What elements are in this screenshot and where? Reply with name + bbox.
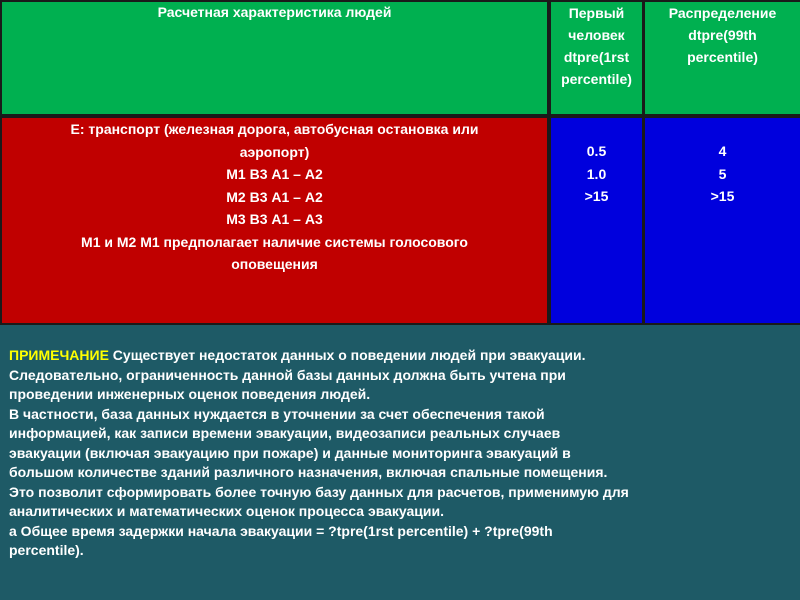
header-characteristic-label: Расчетная характеристика людей	[157, 4, 392, 20]
header-first-person-line: Первый	[568, 5, 625, 21]
row-characteristic-line: оповещения	[231, 256, 318, 272]
row-distribution-value: 5	[718, 165, 727, 182]
row-characteristic-line: М1 и М2 М1 предполагает наличие системы голосового	[81, 233, 468, 250]
note-first-line-text: Существует недостаток данных о поведении людей при эвакуации.	[108, 347, 586, 363]
row-characteristic-line: Е: транспорт (железная дорога, автобусная остановка или	[70, 121, 479, 137]
note-line: эвакуации (включая эвакуацию при пожаре) и данные мониторинга эвакуаций в	[9, 444, 571, 461]
row-characteristic-line: аэропорт)	[239, 143, 310, 160]
note-line: большом количестве зданий различного назначения, включая спальные помещения.	[9, 464, 608, 480]
row-first-person-value: 0.5	[586, 143, 607, 159]
header-distribution-line: percentile)	[687, 49, 758, 65]
header-characteristic	[2, 2, 547, 114]
header-distribution	[645, 2, 800, 114]
header-distribution-line: Распределение	[668, 5, 777, 21]
row-distribution-value: >15	[710, 188, 735, 204]
row-characteristic-line: М1 В3 А1 – А2	[226, 166, 323, 182]
row-first-person-value: >15	[584, 188, 609, 204]
note-line: a Общее время задержки начала эвакуации = ?tpre(1rst percentile) + ?tpre(99th	[9, 522, 553, 539]
note-line: информацией, как записи времени эвакуации, видеозаписи реальных случаев	[9, 425, 561, 441]
row-first-person-cell	[551, 118, 642, 323]
note-line: Следовательно, ограниченность данной базы данных должна быть учтена при	[9, 366, 566, 383]
row-characteristic-cell	[2, 118, 547, 323]
note-block	[9, 346, 795, 561]
row-characteristic-line: М3 В3 А1 – А3	[226, 211, 323, 227]
note-first-line	[9, 346, 795, 366]
note-line: аналитических и математических оценок процесса эвакуации.	[9, 503, 445, 519]
row-first-person-value: 1.0	[586, 165, 607, 182]
row-distribution-cell	[645, 118, 800, 323]
note-line: Это позволит сформировать более точную базу данных для расчетов, применимую для	[9, 483, 629, 500]
note-label: ПРИМЕЧАНИЕ	[9, 347, 109, 363]
row-characteristic-line: М2 В3 А1 – А2	[226, 188, 323, 205]
header-first-person-line: dtpre(1rst	[563, 49, 630, 65]
note-line: проведении инженерных оценок поведения людей.	[9, 386, 371, 402]
note-line: В частности, база данных нуждается в уточнении за счет обеспечения такой	[9, 405, 545, 422]
header-first-person-line: percentile)	[561, 71, 632, 87]
row-distribution-value: 4	[718, 143, 727, 159]
header-first-person-line: человек	[568, 27, 625, 43]
header-first-person	[551, 2, 642, 114]
note-line: percentile).	[9, 542, 84, 558]
header-distribution-line: dtpre(99th	[688, 27, 757, 43]
